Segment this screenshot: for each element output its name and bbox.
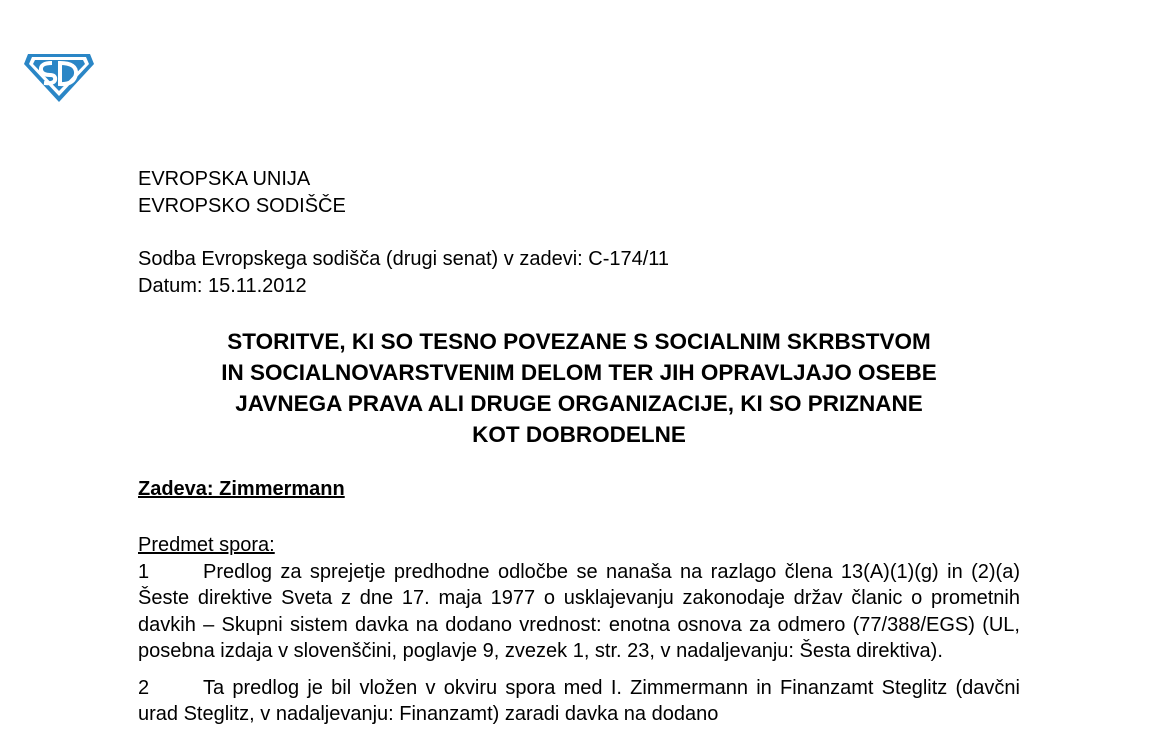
case-date: Datum: 15.11.2012 — [138, 275, 307, 297]
section-heading: Predmet spora: — [138, 534, 275, 556]
document-body — [138, 532, 1020, 728]
paragraph-text: Ta predlog je bil vložen v okviru spora med I. Zimmermann in Finanzamt Steglitz (davčni urad Steglitz, v nadaljevanju: Finanzamt) zaradi davka na dodano — [138, 676, 1020, 725]
paragraph — [138, 559, 1020, 665]
paragraph — [138, 675, 1020, 728]
title-line: STORITVE, KI SO TESNO POVEZANE S SOCIALNIM SKRBSTVOM — [227, 329, 931, 354]
court-header — [138, 166, 346, 220]
title-line: IN SOCIALNOVARSTVENIM DELOM TER JIH OPRAVLJAJO OSEBE — [221, 360, 937, 385]
sd-logo-icon — [22, 48, 96, 104]
title-line: KOT DOBRODELNE — [472, 422, 686, 447]
paragraph-number: 2 — [138, 676, 150, 699]
header-union: EVROPSKA UNIJA — [138, 168, 311, 190]
case-info — [138, 246, 669, 300]
subject-heading: Zadeva: Zimmermann — [138, 478, 345, 500]
document-title — [130, 326, 1028, 450]
paragraph-text: Predlog za sprejetje predhodne odločbe se nanaša na razlago člena 13(A)(1)(g) in (2)(a) Šeste direktive Sveta z dne 17. maja 1977 o usklajevanju zakonodaje držav članic o prometnih davkih – Skupni sistem davka na dodano vrednost: enotna osnova za odmero (77/388/EGS) (UL, posebna izdaja v slovenščini, poglavje 9, zvezek 1, str. 23, v nadaljevanju: Šesta direktiva). — [138, 560, 1020, 662]
title-line: JAVNEGA PRAVA ALI DRUGE ORGANIZACIJE, KI SO PRIZNANE — [235, 391, 923, 416]
case-reference: Sodba Evropskega sodišča (drugi senat) v zadevi: C-174/11 — [138, 248, 670, 270]
header-court: EVROPSKO SODIŠČE — [138, 195, 346, 217]
paragraph-number: 1 — [138, 560, 150, 583]
